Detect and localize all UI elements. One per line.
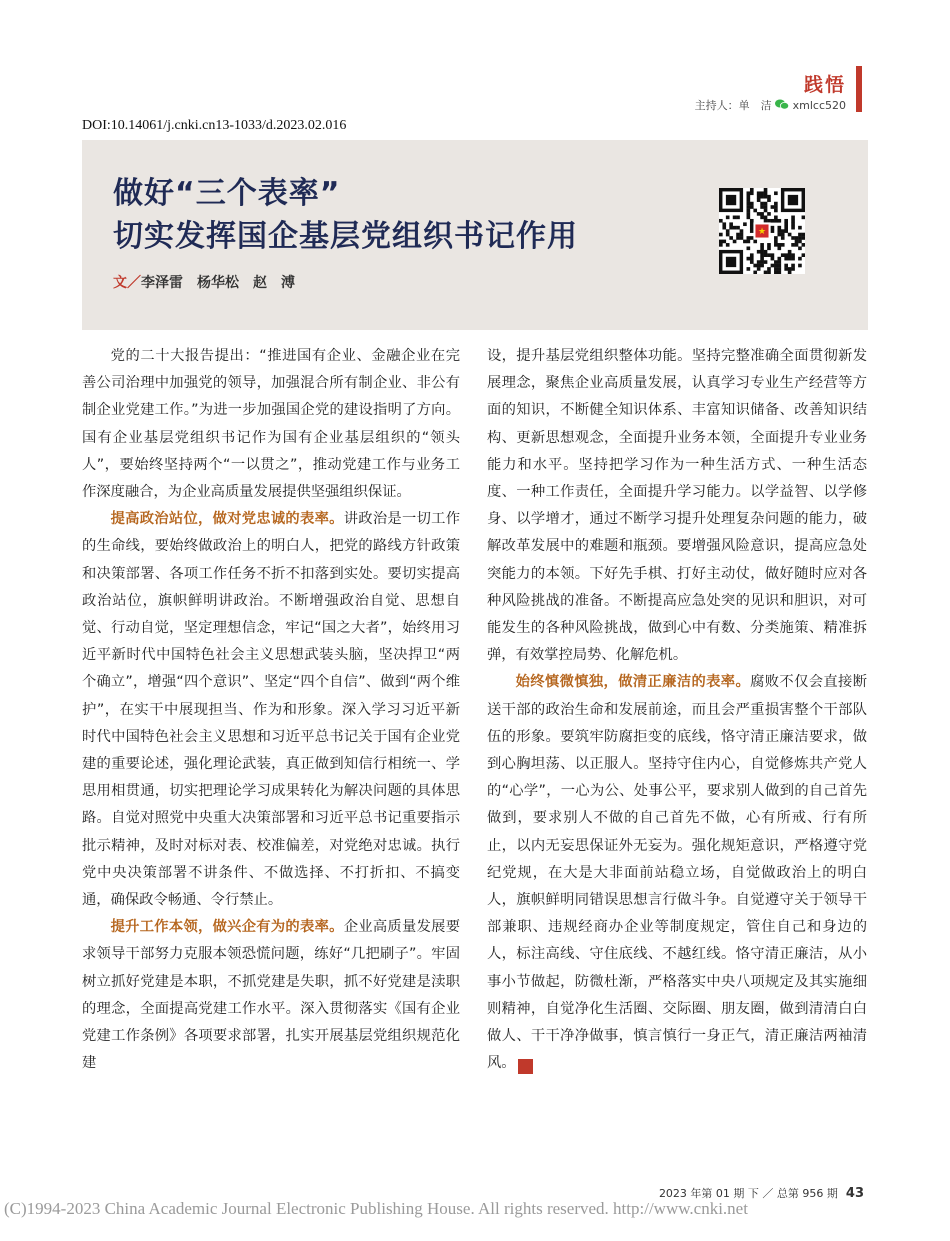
heading-loyalty: 提高政治站位，做对党忠诚的表率。 bbox=[110, 511, 344, 528]
paragraph-capability bbox=[82, 914, 460, 1077]
qr-code bbox=[719, 188, 805, 274]
section-name: 践悟 bbox=[803, 74, 846, 96]
section-bar bbox=[856, 66, 862, 112]
host-id: xmlcc520 bbox=[792, 99, 846, 112]
host-label: 主持人：单 洁 bbox=[694, 99, 772, 112]
byline-authors: 李泽雷 杨华松 赵 溥 bbox=[141, 275, 295, 291]
doi: DOI:10.14061/j.cnki.cn13-1033/d.2023.02.016 bbox=[82, 118, 347, 133]
heading-capability: 提升工作本领，做兴企有为的表率。 bbox=[110, 919, 344, 936]
text-capability: 企业高质量发展要求领导干部努力克服本领恐慌问题，练好“几把刷子”。牢固树立抓好党建是本职，不抓党建是失职，抓不好党建是渎职的理念，全面提高党建工作水平。深入贯彻落实《国有企业党建工作条例》各项要求部署，扎实开展基层党组织规范化建 bbox=[82, 919, 461, 1072]
column-left bbox=[82, 343, 460, 1077]
svg-text:★: ★ bbox=[757, 226, 767, 237]
column-right bbox=[487, 343, 867, 1077]
byline bbox=[113, 272, 295, 292]
paragraph-loyalty bbox=[82, 506, 460, 914]
copyright-watermark: (C)1994-2023 China Academic Journal Electronic Publishing House. All rights reserved. http://www.cnki.net bbox=[4, 1199, 748, 1218]
page-number: 43 bbox=[845, 1186, 864, 1201]
text-loyalty: 讲政治是一切工作的生命线，要始终做政治上的明白人，把党的路线方针政策和决策部署、各项工作任务不折不扣落到实处。要切实提高政治站位，旗帜鲜明讲政治。不断增强政治自觉、思想自觉、行动自觉，坚定理想信念，牢记“国之大者”，始终用习近平新时代中国特色社会主义思想武装头脑，坚决捍卫“两个确立”，增强“四个意识”、坚定“四个自信”、做到“两个维护”，在实干中展现担当、作为和形象。深入学习习近平新时代中国特色社会主义思想和习近平总书记关于国有企业党建的重要论述，强化理论武装，真正做到知信行相统一、学思用相贯通，切实把理论学习成果转化为解决问题的具体思路。自觉对照党中央重大决策部署和习近平总书记重要指示批示精神，及时对标对表、校准偏差，对党绝对忠诚。执行党中央决策部署不讲条件、不做选择、不打折扣、不搞变通，确保政令畅通、令行禁止。 bbox=[82, 511, 461, 909]
paragraph-integrity bbox=[487, 669, 867, 1077]
wechat-icon bbox=[775, 99, 789, 110]
paragraph-intro: 党的二十大报告提出：“推进国有企业、金融企业在完善公司治理中加强党的领导，加强混合所有制企业、非公有制企业党建工作。”为进一步加强国企党的建设指明了方向。国有企业基层党组织书记作为国有企业基层组织的“领头人”，要始终坚持两个“一以贯之”，推动党建工作与业务工作深度融合，为企业高质量发展提供坚强组织保证。 bbox=[82, 348, 460, 501]
heading-integrity: 始终慎微慎独，做清正廉洁的表率。 bbox=[515, 674, 751, 691]
title-line1: 做好“三个表率” bbox=[113, 176, 341, 211]
issue-info: 2023 年第 01 期 下 ／ 总第 956 期 bbox=[658, 1187, 838, 1200]
paragraph-capability-cont: 设，提升基层党组织整体功能。坚持完整准确全面贯彻新发展理念，聚焦企业高质量发展，认真学习专业生产经营等方面的知识，不断健全知识体系、丰富知识储备、改善知识结构、更新思想观念，全面提升业务本领，全面提升专业业务能力和水平。坚持把学习作为一种生活方式、一种生活态度、一种工作责任，全面提升学习能力。以学益智、以学修身、以学增才，通过不断学习提升处理复杂问题的能力，破解改革发展中的难题和瓶颈。要增强风险意识，提高应急处突能力的本领。下好先手棋、打好主动仗，做好随时应对各种风险挑战的准备。不断提高应急处突的见识和胆识，对可能发生的各种风险挑战，做到心中有数、分类施策、精准拆弹，有效掌控局势、化解危机。 bbox=[487, 348, 867, 664]
host-line bbox=[695, 97, 846, 113]
end-mark-icon: HB bbox=[518, 1059, 533, 1074]
byline-label: 文／ bbox=[113, 275, 141, 291]
text-integrity: 腐败不仅会直接断送干部的政治生命和发展前途，而且会严重损害整个干部队伍的形象。要筑牢防腐拒变的底线，恪守清正廉洁要求，做到心胸坦荡、以正服人。坚持守住内心，自觉修炼共产党人的“心学”，一心为公、处事公平，要求别人做到的自己首先做到，要求别人不做的自己首先不做，心有所戒、行有所止，以内无妄思保证外无妄为。强化规矩意识，严格遵守党纪党规，在大是大非面前站稳立场，自觉做政治上的明白人，旗帜鲜明同错误思想言行做斗争。自觉遵守关于领导干部兼职、违规经商办企业等制度规定，管住自己和身边的人，标注高线、守住底线、不越红线。恪守清正廉洁，从小事小节做起，防微杜渐，严格落实中央八项规定及其实施细则精神，自觉净化生活圈、交际圈、朋友圈，做到清清白白做人、干干净净做事，慎言慎行一身正气，清正廉洁两袖清风。 bbox=[487, 674, 868, 1072]
title-line2: 切实发挥国企基层党组织书记作用 bbox=[113, 219, 578, 254]
